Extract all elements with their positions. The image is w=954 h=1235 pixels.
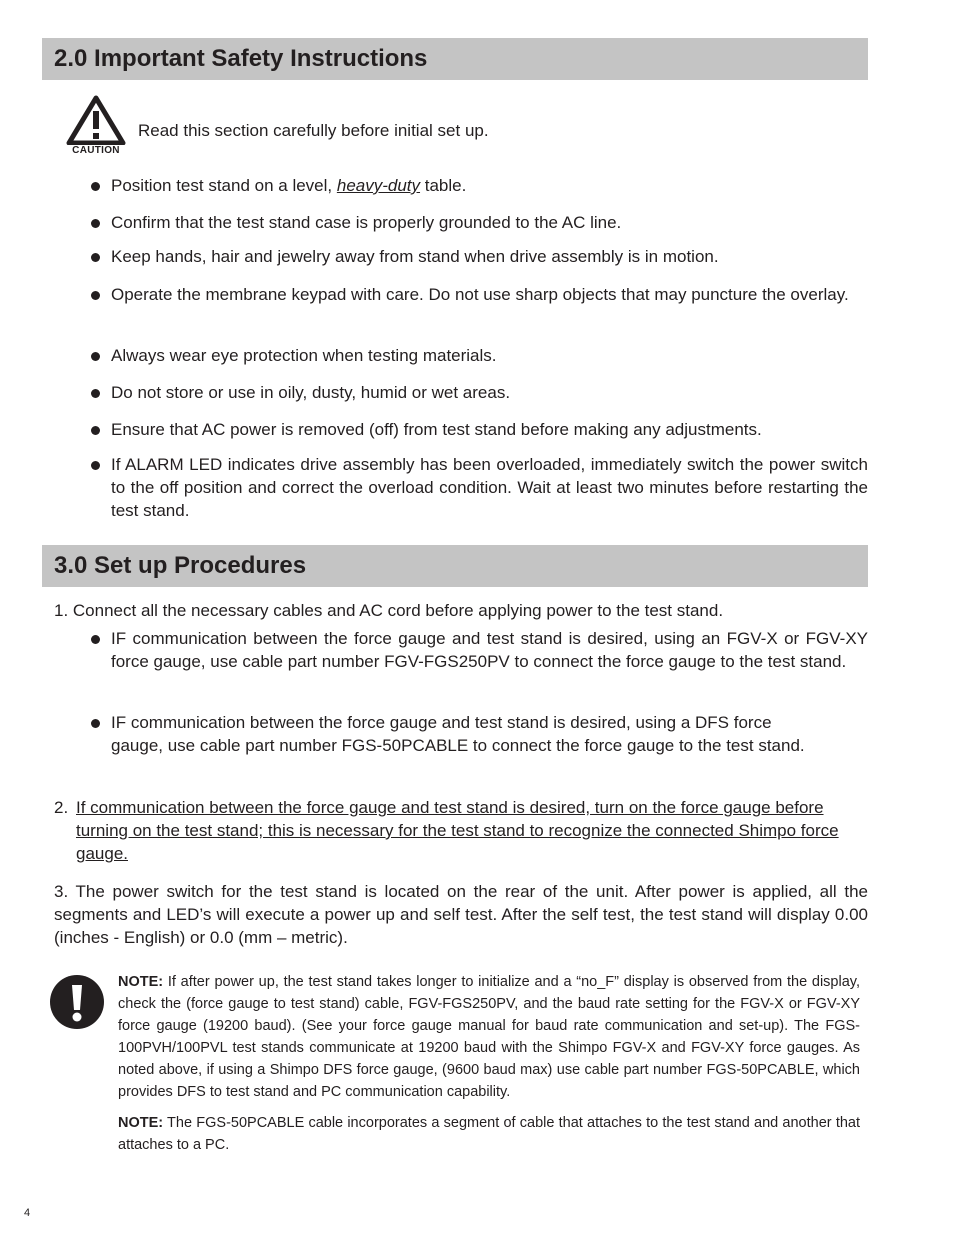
list-item-text: If ALARM LED indicates drive assembly has been overloaded, immediately switch the power switch to the off position and correct the overload condition. Wait at least two minutes before restarting the test stand. [111,455,868,520]
step-2-text: If communication between the force gauge and test stand is desired, turn on the force gauge before turning on the test stand; this is necessary for the test stand to recognize the connected Shimpo force gauge. [76,798,839,863]
bullet-icon [91,635,100,644]
list-item-text: Ensure that AC power is removed (off) from test stand before making any adjustments. [111,420,762,439]
bullet-icon [91,352,100,361]
list-item [88,381,868,404]
list-item-text: table. [420,176,467,195]
list-item [88,627,868,673]
step-1-text: 1. Connect all the necessary cables and AC cord before applying power to the test stand. [54,601,724,620]
list-item-text: Always wear eye protection when testing materials. [111,346,497,365]
step-2-number: 2. [54,798,69,817]
bullet-icon [91,182,100,191]
note-text: The FGS-50PCABLE cable incorporates a segment of cable that attaches to the test stand and another that attaches to a PC. [118,1115,860,1153]
list-item-text: Confirm that the test stand case is properly grounded to the AC line. [111,213,622,232]
section-3-header [42,545,868,587]
note-2 [118,1112,860,1156]
note-label: NOTE: [118,1115,164,1131]
list-item-text: Operate the membrane keypad with care. Do not use sharp objects that may puncture the overlay. [111,285,849,304]
list-item-text: IF communication between the force gauge and test stand is desired, using an FGV-X or FGV-XY force gauge, use cable part number FGV-FGS250PV to connect the force gauge to the test stand. [111,629,868,671]
section-3-title: 3.0 Set up Procedures [54,552,307,579]
note-label: NOTE: [118,974,164,990]
page-number: 4 [24,1207,31,1219]
list-item-text: Keep hands, hair and jewelry away from stand when drive assembly is in motion. [111,247,719,266]
section-2-title: 2.0 Important Safety Instructions [54,45,428,72]
section-2-header [42,38,868,80]
bullet-icon [91,426,100,435]
list-item-text: IF communication between the force gauge and test stand is desired, using a DFS force gauge, use cable part number FGS-50PCABLE to connect the force gauge to the test stand. [111,713,805,755]
list-item [88,418,868,441]
warning-triangle-icon [66,95,126,145]
note-text: If after power up, the test stand takes longer to initialize and a “no_F” display is observed from the display, check the (force gauge to test stand) cable, FGV-FGS250PV, and the baud rate setting for the FGV-X or FGV-XY force gauge (19200 baud). (See your force gauge manual for baud rate communication and set-up). The FGS-100PVH/100PVL test stands communicate at 19200 baud with the Shimpo FGV-X and FGV-XY force gauges. As noted above, if using a Shimpo DFS force gauge, (9600 baud max) use cable part number FGS-50PCABLE, which provides DFS to test stand and PC communication capability. [118,974,860,1100]
note-1 [118,971,860,1103]
list-item [88,344,868,367]
list-item [88,211,868,234]
step-2 [54,796,868,865]
list-item-text: Do not store or use in oily, dusty, humid or wet areas. [111,383,511,402]
exclamation-icon [49,974,105,1030]
list-item [88,174,868,197]
list-item [88,453,868,522]
emphasis-text: heavy-duty [336,176,421,195]
bullet-icon [91,291,100,300]
bullet-icon [91,253,100,262]
caution-intro-text: Read this section carefully before initial set up. [138,121,489,140]
caution-label: CAUTION [72,145,120,156]
bullet-icon [91,219,100,228]
list-item-text: Position test stand on a level, [111,176,337,195]
step-3-text: 3. The power switch for the test stand is located on the rear of the unit. After power is applied, all the segments and LED’s will execute a power up and self test. After the self test, the test stand will display 0.00 (inches - English) or 0.0 (mm – metric). [54,882,868,947]
list-item [88,245,868,268]
bullet-icon [91,461,100,470]
bullet-icon [91,719,100,728]
bullet-icon [91,389,100,398]
caution-icon [66,95,126,157]
list-item [88,283,868,306]
list-item [88,711,868,757]
